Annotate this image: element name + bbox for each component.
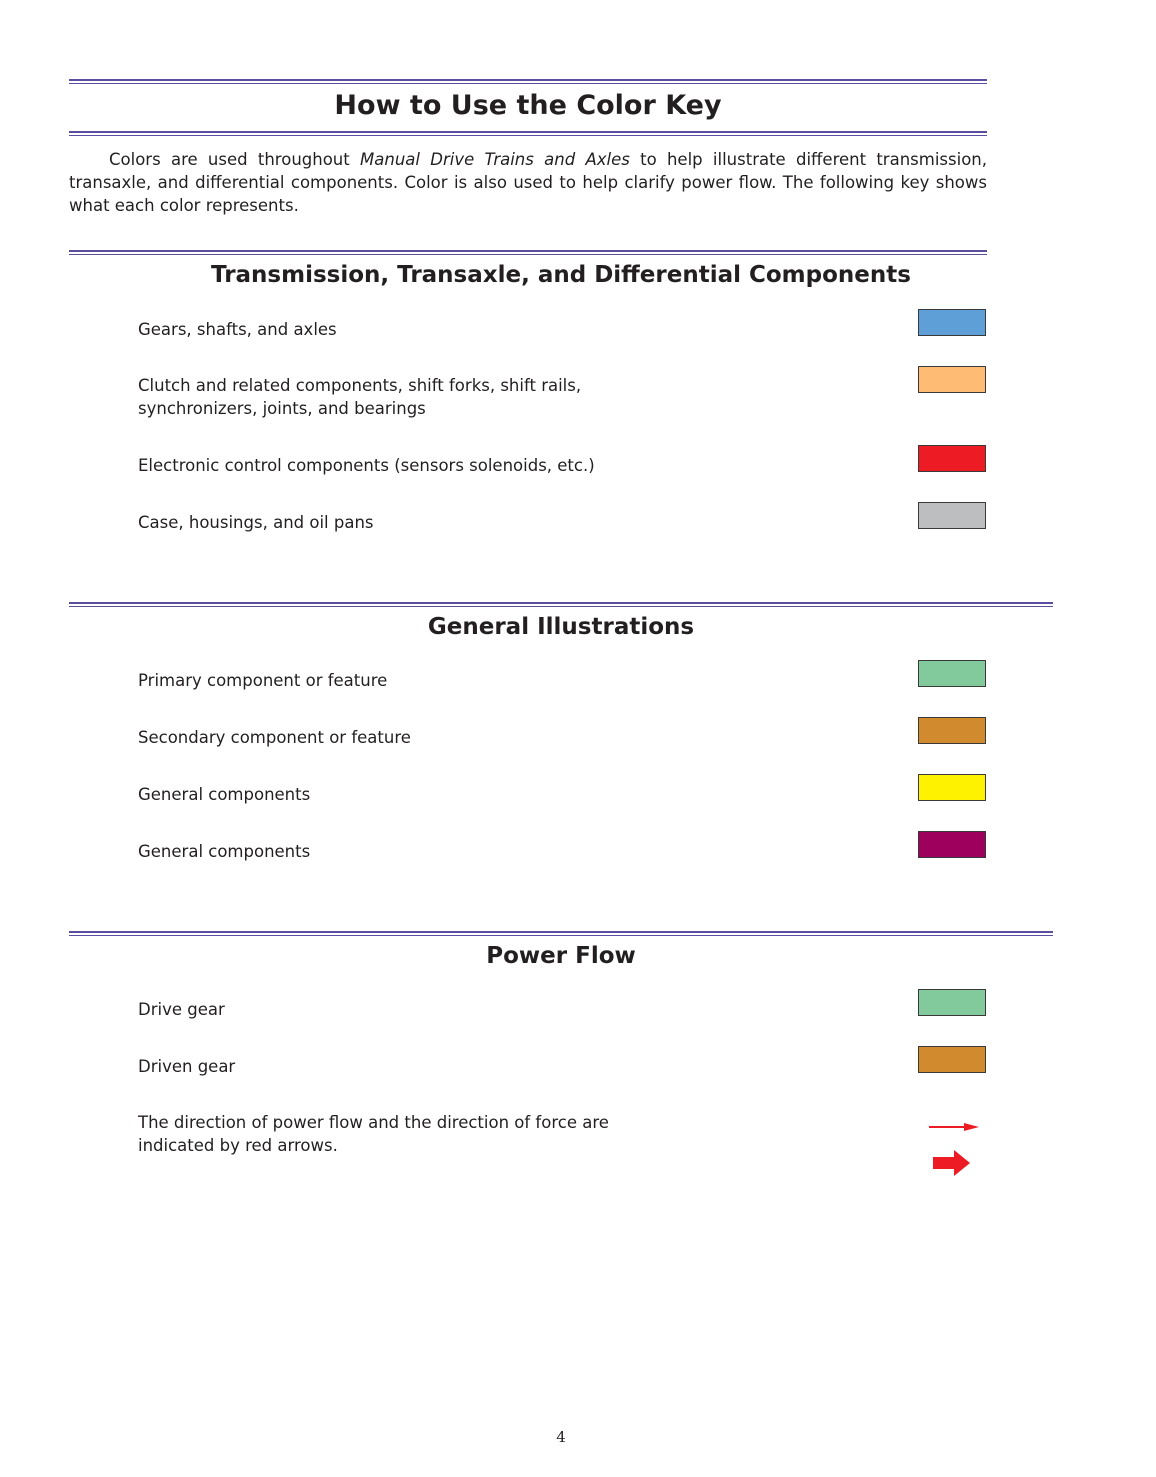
book-title: Manual Drive Trains and Axles (360, 150, 630, 169)
key-item-general-purple-label: General components (138, 842, 311, 861)
swatch-drive-gear (918, 989, 986, 1016)
key-item-case-label: Case, housings, and oil pans (138, 513, 374, 532)
swatch-case-housings (918, 502, 986, 529)
page-number: 4 (556, 1428, 566, 1446)
key-item-secondary-label: Secondary component or feature (138, 728, 411, 747)
key-item-electronic-label: Electronic control components (sensors solenoids, etc.) (138, 456, 595, 475)
intro-paragraph (69, 148, 987, 217)
swatch-secondary-component (918, 717, 986, 744)
components-section-title: Transmission, Transaxle, and Differential Components (211, 262, 911, 288)
thin-arrow-head (964, 1123, 979, 1131)
thick-arrow-icon (932, 1150, 976, 1176)
power-flow-section-rule (69, 931, 1053, 936)
intro-text-after: to help illustrate different transmission, transaxle, and differential components. Color is also used to help clarify power flow. The following key shows what each color represents. (69, 150, 987, 215)
title-bottom-rule (69, 131, 987, 136)
key-item-driven-gear-label: Driven gear (138, 1057, 236, 1076)
swatch-general-yellow (918, 774, 986, 801)
general-section-rule (69, 602, 1053, 607)
thick-arrow-shape (933, 1150, 970, 1176)
thin-arrow-icon (928, 1121, 980, 1133)
power-flow-section-title: Power Flow (486, 943, 636, 969)
swatch-driven-gear (918, 1046, 986, 1073)
title-top-rule (69, 79, 987, 84)
swatch-general-purple (918, 831, 986, 858)
general-section-title: General Illustrations (427, 614, 695, 640)
intro-text-before: Colors are used throughout (109, 150, 361, 169)
swatch-primary-component (918, 660, 986, 687)
key-item-drive-gear-label: Drive gear (138, 1000, 225, 1019)
components-section-rule (69, 250, 987, 255)
key-item-primary-label: Primary component or feature (138, 671, 388, 690)
page-title: How to Use the Color Key (334, 90, 722, 121)
swatch-gears-shafts-axles (918, 309, 986, 336)
swatch-electronic-control (918, 445, 986, 472)
swatch-clutch-components (918, 366, 986, 393)
key-item-clutch-label: Clutch and related components, shift forks, shift rails, synchronizers, joints, and bearings (138, 376, 582, 418)
key-item-arrows-label: The direction of power flow and the direction of force are indicated by red arrows. (138, 1113, 609, 1155)
key-item-general-yellow-label: General components (138, 785, 311, 804)
key-item-gears-label: Gears, shafts, and axles (138, 320, 337, 339)
